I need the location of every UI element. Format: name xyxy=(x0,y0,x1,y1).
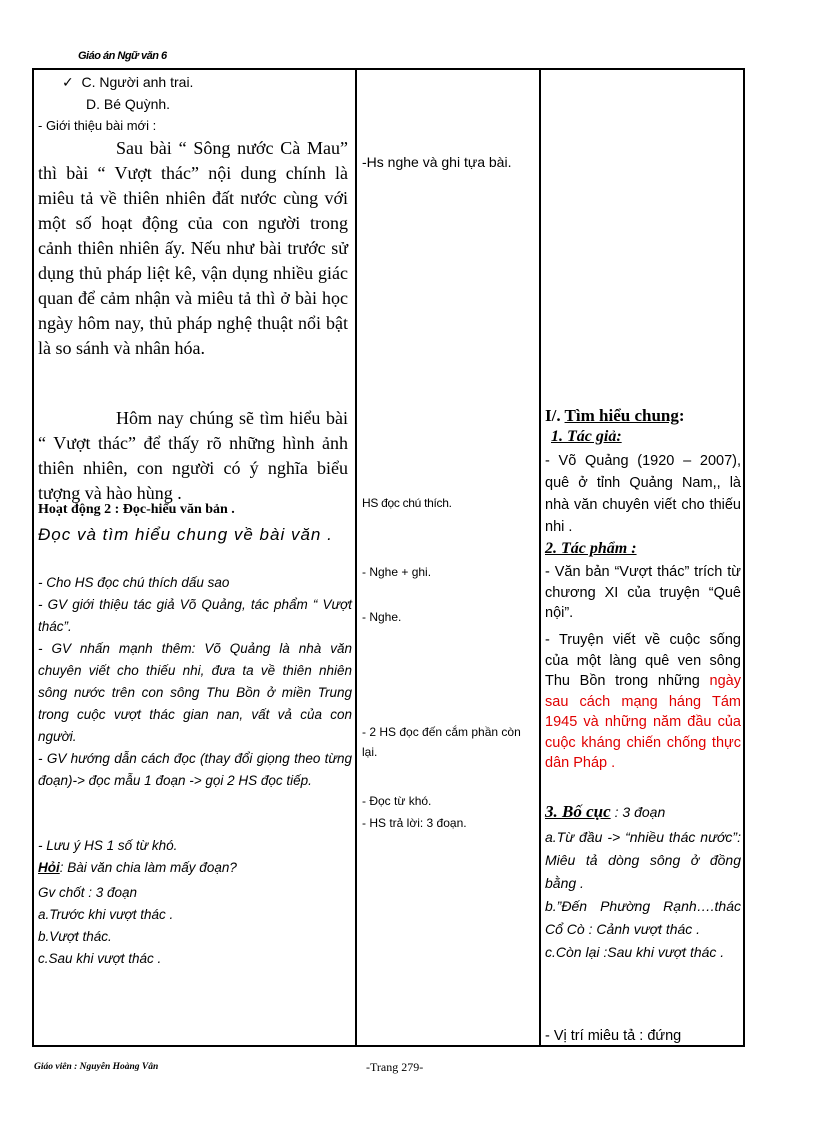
teacher-activity-column xyxy=(34,70,357,1045)
response-read-notes: HS đọc chú thích. xyxy=(362,496,452,510)
intro-paragraph-2: Hôm nay chúng sẽ tìm hiểu bài “ Vượt thác” để thấy rõ những hình ảnh thiên nhiên, con người có ý nghĩa biểu tượng và hào hùng . xyxy=(38,408,348,503)
position-text: - Vị trí miêu tả : đứng xyxy=(545,1028,682,1044)
part-c: c.Sau khi vượt thác . xyxy=(38,951,162,966)
answer-option-c: ✓ C. Người anh trai. xyxy=(62,74,194,90)
layout-parts xyxy=(545,826,741,964)
layout-part-b: b.”Đến Phường Rạnh….thác Cổ Cò : Cảnh vượt thác . xyxy=(545,898,741,937)
step-read-notes: - Cho HS đọc chú thích dấu sao xyxy=(38,575,230,590)
lesson-table xyxy=(32,68,745,1047)
author-text: - Võ Quảng (1920 – 2007), quê ở tỉnh Quảng Nam,, là nhà văn chuyên viết cho thiếu nhi . xyxy=(545,453,741,535)
response-read-rest: - 2 HS đọc đến cắm phần còn lại. xyxy=(362,725,521,759)
step-difficult-words: - Lưu ý HS 1 số từ khó. xyxy=(38,838,178,853)
activity-subtitle: Đọc và tìm hiểu chung về bài văn . xyxy=(38,525,333,544)
highlighted-period: ngày sau cách mạng háng Tám 1945 và những năm đầu của cuộc kháng chiến chống thực dân Pháp . xyxy=(545,673,741,771)
response-listen: -Hs nghe và ghi tựa bài. xyxy=(362,154,512,170)
section-heading: I/. Tìm hiểu chung: xyxy=(545,406,685,425)
checkmark-icon: ✓ xyxy=(62,74,74,90)
activity-title: Hoạt động 2 : Đọc-hiểu văn bản . xyxy=(38,502,235,517)
author-heading: 1. Tác giả: xyxy=(551,428,622,445)
intro-paragraph-1: Sau bài “ Sông nước Cà Mau” thì bài “ Vượt thác” nội dung chính là miêu tả về thiên nhiên đất nước cùng với một số hoạt động của con người trong cảnh thiên nhiên ấy. Nếu như bài trước sử dụng thủ pháp liệt kê, vận dụng nhiều giác quan để cảm nhận và miêu tả thì ở bài học ngày hôm nay, thủ pháp nghệ thuật nổi bật là so sánh và nhân hóa. xyxy=(38,138,348,358)
question-text: : Bài văn chia làm mấy đoạn? xyxy=(59,860,237,875)
page-header: Giáo án Ngữ văn 6 xyxy=(78,50,167,62)
step-emphasize: - GV nhấn mạnh thêm: Võ Quảng là nhà văn chuyên viết cho thiếu nhi, đưa ta về thiên nhiên sông nước trên con sông Thu Bồn ở miền Trung trong cuộc vượt thác gian nan, vất vả của con người. xyxy=(38,641,352,744)
layout-heading: 3. Bố cục : 3 đoạn xyxy=(545,802,666,821)
work-text-2: - Truyện viết về cuộc sống của một làng quê ven sông Thu Bồn trong những ngày sau cách mạng háng Tám 1945 và những năm đầu của cuộc kháng chiến chống thực dân Pháp . xyxy=(545,632,741,771)
conclusion-list xyxy=(38,882,173,970)
layout-part-c: c.Còn lại :Sau khi vượt thác . xyxy=(545,944,725,960)
conclusion-text: Gv chốt : 3 đoạn xyxy=(38,885,138,900)
part-b: b.Vượt thác. xyxy=(38,929,112,944)
footer-page-number: -Trang 279- xyxy=(366,1060,424,1074)
step-introduce-author: - GV giới thiệu tác giả Võ Quảng, tác phẩm “ Vượt thác”. xyxy=(38,597,352,634)
response-listen-2: - Nghe. xyxy=(362,610,402,624)
part-a: a.Trước khi vượt thác . xyxy=(38,907,174,922)
intro-label: - Giới thiệu bài mới : xyxy=(38,118,157,133)
question-label: Hỏi xyxy=(38,860,60,875)
student-activity-column xyxy=(357,70,541,1045)
teacher-steps xyxy=(38,572,352,792)
question-line xyxy=(38,860,237,875)
response-answer: - HS trả lời: 3 đoạn. xyxy=(362,816,467,830)
footer-teacher: Giáo viên : Nguyễn Hoàng Vân xyxy=(34,1062,159,1072)
content-column xyxy=(541,70,743,1045)
response-listen-write: - Nghe + ghi. xyxy=(362,565,432,579)
layout-part-a: a.Từ đầu -> “nhiều thác nước”: Miêu tả dòng sông ở đồng bằng . xyxy=(545,829,741,891)
step-reading-guide: - GV hướng dẫn cách đọc (thay đổi giọng theo từng đoạn)-> đọc mẫu 1 đoạn -> gọi 2 HS đọc tiếp. xyxy=(38,751,352,788)
answer-option-d: D. Bé Quỳnh. xyxy=(86,96,171,112)
work-heading: 2. Tác phẩm : xyxy=(545,540,637,557)
response-difficult-words: - Đọc từ khó. xyxy=(362,794,432,808)
work-text-1: - Văn bản “Vượt thác” trích từ chương XI của truyện “Quê nội”. xyxy=(545,564,741,621)
